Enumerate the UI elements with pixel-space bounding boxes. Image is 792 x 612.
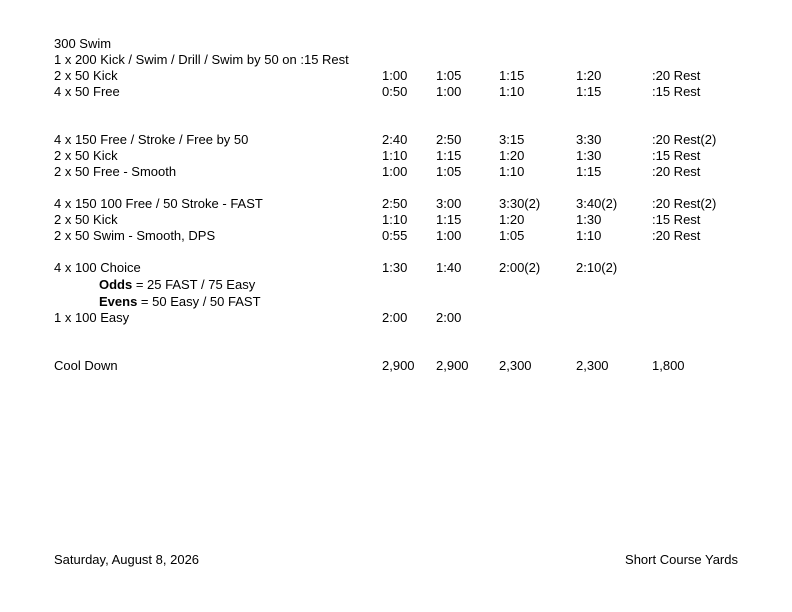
interval-group-1: 1:00 — [382, 68, 408, 83]
set-description: 2 x 50 Kick — [54, 68, 118, 83]
note-label: Odds — [99, 277, 133, 292]
interval-group-5: :20 Rest — [652, 164, 701, 179]
set-description: 2 x 50 Kick — [54, 148, 118, 163]
interval-group-5: :20 Rest — [652, 68, 701, 83]
note-text — [99, 294, 261, 310]
set-row — [0, 196, 792, 212]
interval-group-3: 1:20 — [499, 148, 525, 163]
note-detail: = 50 Easy / 50 FAST — [137, 294, 261, 309]
set-row — [0, 36, 792, 52]
interval-group-4: 1:15 — [576, 164, 602, 179]
interval-group-4: 1:30 — [576, 148, 602, 163]
total-group-3: 2,300 — [499, 358, 532, 373]
set-description: 300 Swim — [54, 36, 112, 51]
total-group-2: 2,900 — [436, 358, 469, 373]
set-description: 4 x 150 Free / Stroke / Free by 50 — [54, 132, 249, 147]
interval-group-4: 3:30 — [576, 132, 602, 147]
totals-row — [0, 358, 792, 374]
interval-group-3: 1:20 — [499, 212, 525, 227]
set-description: 2 x 50 Kick — [54, 212, 118, 227]
set-row — [0, 148, 792, 164]
interval-group-1: 0:50 — [382, 84, 408, 99]
interval-group-2: 1:15 — [436, 148, 462, 163]
set-row — [0, 68, 792, 84]
interval-group-1: 0:55 — [382, 228, 408, 243]
set-row — [0, 212, 792, 228]
set-description: 1 x 200 Kick / Swim / Drill / Swim by 50 on :15 Rest — [54, 52, 349, 67]
interval-group-4: 1:30 — [576, 212, 602, 227]
interval-group-4: 1:15 — [576, 84, 602, 99]
interval-group-1: 2:40 — [382, 132, 408, 147]
interval-group-1: 2:50 — [382, 196, 408, 211]
set-row — [0, 228, 792, 244]
note-detail: = 25 FAST / 75 Easy — [132, 277, 256, 292]
set-row — [0, 84, 792, 100]
set-description: 4 x 100 Choice — [54, 260, 141, 275]
interval-group-5: :15 Rest — [652, 148, 701, 163]
interval-group-1: 1:30 — [382, 260, 408, 275]
total-group-5: 1,800 — [652, 358, 685, 373]
set-description: 2 x 50 Free - Smooth — [54, 164, 177, 179]
set-row — [0, 132, 792, 148]
set-row — [0, 260, 792, 276]
interval-group-5: :20 Rest(2) — [652, 196, 717, 211]
set-row — [0, 164, 792, 180]
set-row — [0, 52, 792, 68]
interval-group-3: 3:30(2) — [499, 196, 541, 211]
interval-group-2: 3:00 — [436, 196, 462, 211]
interval-group-3: 1:05 — [499, 228, 525, 243]
note-text — [99, 277, 255, 293]
interval-group-2: 1:05 — [436, 68, 462, 83]
interval-group-5: :15 Rest — [652, 84, 701, 99]
interval-group-3: 1:10 — [499, 84, 525, 99]
set-description: Cool Down — [54, 358, 118, 373]
total-group-4: 2,300 — [576, 358, 609, 373]
note-label: Evens — [99, 294, 138, 309]
interval-group-5: :15 Rest — [652, 212, 701, 227]
footer-date: Saturday, August 8, 2026 — [54, 552, 200, 567]
interval-group-3: 1:10 — [499, 164, 525, 179]
set-row — [0, 310, 792, 326]
interval-group-2: 1:15 — [436, 212, 462, 227]
interval-group-4: 3:40(2) — [576, 196, 618, 211]
interval-group-3: 3:15 — [499, 132, 525, 147]
interval-group-1: 2:00 — [382, 310, 408, 325]
set-note — [0, 277, 792, 293]
set-description: 4 x 50 Free — [54, 84, 120, 99]
interval-group-2: 2:50 — [436, 132, 462, 147]
set-description: 1 x 100 Easy — [54, 310, 130, 325]
interval-group-3: 1:15 — [499, 68, 525, 83]
interval-group-1: 1:00 — [382, 164, 408, 179]
interval-group-4: 1:20 — [576, 68, 602, 83]
interval-group-4: 2:10(2) — [576, 260, 618, 275]
interval-group-5: :20 Rest — [652, 228, 701, 243]
total-group-1: 2,900 — [382, 358, 415, 373]
interval-group-2: 2:00 — [436, 310, 462, 325]
set-description: 4 x 150 100 Free / 50 Stroke - FAST — [54, 196, 263, 211]
set-description: 2 x 50 Swim - Smooth, DPS — [54, 228, 216, 243]
interval-group-2: 1:40 — [436, 260, 462, 275]
interval-group-4: 1:10 — [576, 228, 602, 243]
interval-group-2: 1:00 — [436, 84, 462, 99]
interval-group-1: 1:10 — [382, 212, 408, 227]
interval-group-2: 1:05 — [436, 164, 462, 179]
interval-group-5: :20 Rest(2) — [652, 132, 717, 147]
interval-group-3: 2:00(2) — [499, 260, 541, 275]
interval-group-2: 1:00 — [436, 228, 462, 243]
set-note — [0, 294, 792, 310]
interval-group-1: 1:10 — [382, 148, 408, 163]
footer-course: Short Course Yards — [625, 552, 738, 567]
